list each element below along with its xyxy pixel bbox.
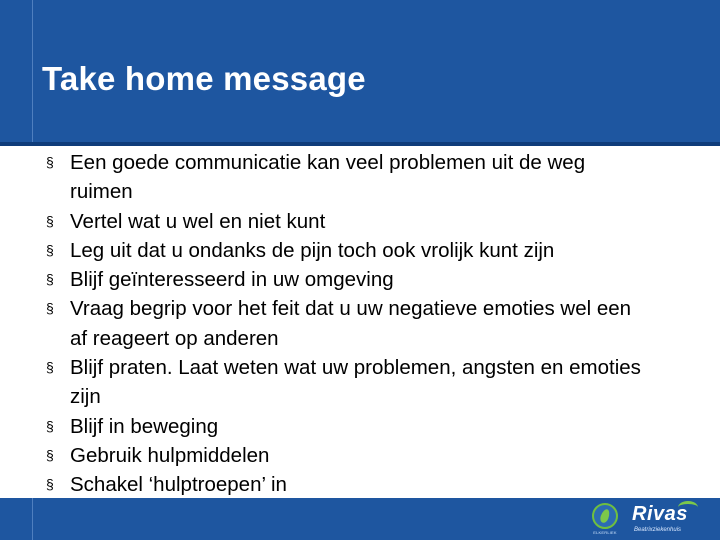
bullet-icon: § [46,359,54,376]
header-accent-bar [0,142,720,146]
bullet-icon: § [46,212,54,229]
bullet-item [46,207,720,236]
bullet-icon: § [46,154,54,170]
bullet-icon: § [46,271,54,288]
bullet-item [46,294,720,323]
bullet-text: Een goede communicatie kan veel problemen uit de weg [70,151,586,174]
bullet-text: Blijf praten. Laat weten wat uw problemen, angsten en emoties [70,356,641,380]
bullet-text: Gebruik hulpmiddelen [70,443,270,467]
bullet-item [46,470,720,498]
bullet-text: af reageert op anderen [70,326,279,350]
bullet-item [46,412,720,441]
bullet-text: ruimen [70,180,133,204]
slide-body [46,148,720,498]
rivas-logo-subtext: Beatrixziekenhuis [634,527,682,533]
bullet-item [46,353,720,382]
rivas-logo [632,501,702,535]
bullet-text: Leg uit dat u ondanks de pijn toch ook vrolijk kunt zijn [70,238,555,262]
bullet-item [46,265,720,294]
bullet-icon: § [46,241,54,258]
bullet-text: Vertel wat u wel en niet kunt [70,209,326,233]
bullet-icon: § [46,446,54,463]
rivas-logo-word: Rivas [632,503,688,525]
bullet-text: Blijf geïnteresseerd in uw omgeving [70,268,394,292]
bullet-continuation [46,177,720,206]
bullet-continuation [46,324,720,353]
leaf-icon [599,508,611,524]
bullet-text: Blijf in beweging [70,414,219,438]
bullet-icon: § [46,476,54,493]
footer-divider-line [32,498,33,540]
elkerliek-logo-text: ELKERLIEK [593,530,617,535]
bullet-icon: § [46,417,54,434]
bullet-item [46,148,720,177]
bullet-list [46,148,720,498]
slide-title: Take home message [42,60,366,97]
header-divider-line [32,0,33,142]
bullet-icon: § [46,300,54,317]
bullet-item [46,236,720,265]
bullet-text: Vraag begrip voor het feit dat u uw negatieve emoties wel een [70,297,632,321]
bullet-continuation [46,382,720,411]
elkerliek-logo-icon [592,503,618,529]
bullet-text: Schakel ‘hulptroepen’ in [70,473,287,497]
bullet-text: zijn [70,385,101,409]
bullet-item [46,441,720,470]
